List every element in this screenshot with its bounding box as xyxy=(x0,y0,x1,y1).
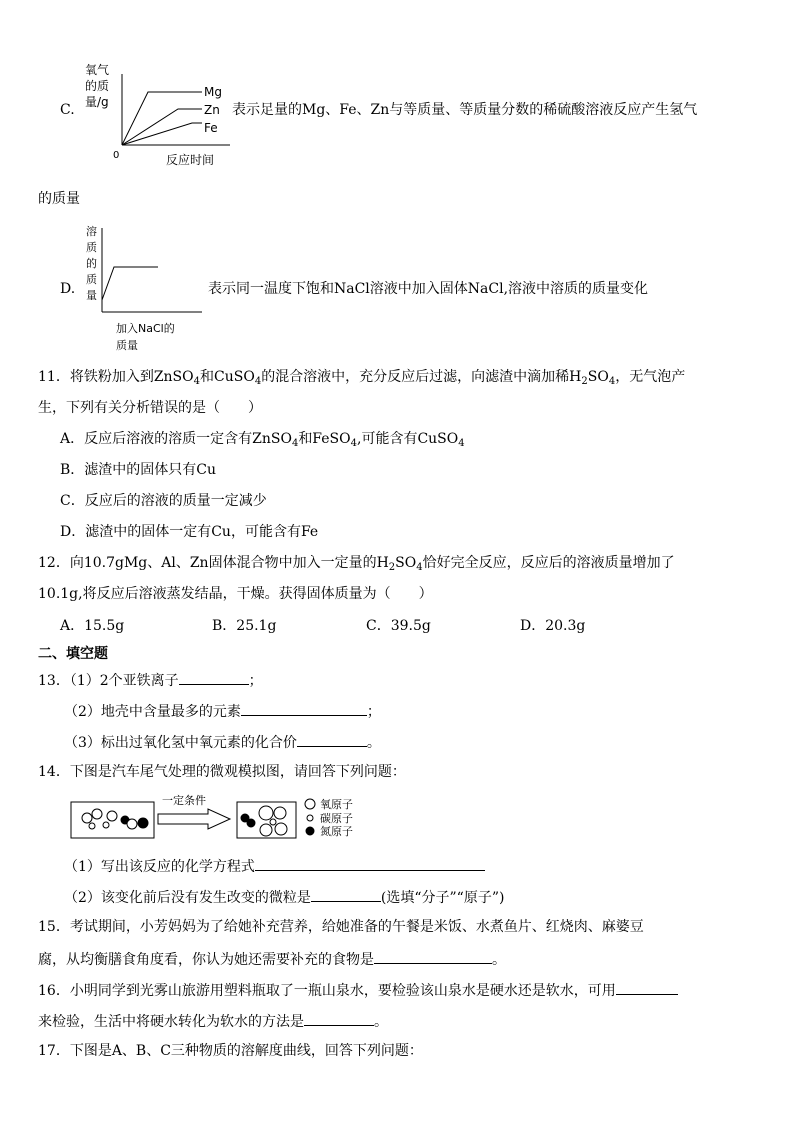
q14-blank-2[interactable] xyxy=(311,887,381,902)
q14-blank-1[interactable] xyxy=(255,856,485,871)
q11-option-b: B．滤渣中的固体只有Cu xyxy=(60,462,217,478)
graph-c-ylabel-2: 的质 xyxy=(85,79,110,93)
q12-option-d: D．20.3g xyxy=(520,618,586,634)
q11-line2: 生，下列有关分析错误的是（ ） xyxy=(38,400,262,416)
graph-c-series-mg: Mg xyxy=(204,85,222,99)
graph-d-ylabel-2: 质 xyxy=(86,241,97,254)
q13-blank-2[interactable] xyxy=(241,701,367,716)
q11-option-a: A．反应后溶液的溶质一定含有ZnSO$_4$和FeSO$_4$,可能含有CuSO$_4$ xyxy=(60,431,465,449)
q16-blank-1[interactable] xyxy=(616,980,678,995)
q14-arrow-label: 一定条件 xyxy=(162,794,206,807)
q13-part3: （3）标出过氧化氢中氧元素的化合价 。 xyxy=(64,732,381,752)
q11-option-c: C．反应后的溶液的质量一定减少 xyxy=(60,493,267,509)
q16-line2: 来检验，生活中将硬水转化为软水的方法是 。 xyxy=(38,1011,388,1031)
q13-part2: （2）地壳中含量最多的元素 ； xyxy=(64,701,381,721)
q13-blank-1[interactable] xyxy=(179,670,249,685)
graph-c-ylabel-3: 量/g xyxy=(85,95,109,109)
graph-c-xlabel: 反应时间 xyxy=(166,153,215,167)
graph-c-series-zn: Zn xyxy=(204,103,220,117)
q15-line1: 15．考试期间，小芳妈妈为了给她补充营养，给她准备的午餐是米饭、水煮鱼片、红烧肉、麻婆豆 xyxy=(38,919,644,935)
q14-legend-carbon-icon xyxy=(307,815,313,821)
q12-option-a: A．15.5g xyxy=(60,618,125,634)
q12-line1: 12．向10.7gMg、Al、Zn固体混合物中加入一定量的$H_2SO_4$恰好完全反应，反应后的溶液质量增加了 xyxy=(38,555,675,573)
q15-line2: 腐，从均衡膳食角度看，你认为她还需要补充的食物是 。 xyxy=(38,949,506,969)
graph-c-origin: 0 xyxy=(113,150,120,161)
graph-d-xlabel-2: 质量 xyxy=(116,339,138,352)
q12-option-c: C．39.5g xyxy=(366,618,431,634)
option-d-letter: D. xyxy=(60,281,76,297)
graph-d-xlabel-1: 加入NaCl的 xyxy=(116,322,175,335)
q17-line1: 17．下图是A、B、C三种物质的溶解度曲线，回答下列问题： xyxy=(38,1043,423,1059)
q16-blank-2[interactable] xyxy=(304,1011,374,1026)
graph-d-ylabel-4: 质 xyxy=(86,273,97,286)
graph-d-ylabel-5: 量 xyxy=(86,289,97,302)
q16-line1: 16．小明同学到光雾山旅游用塑料瓶取了一瓶山泉水，要检验该山泉水是硬水还是软水，可用 xyxy=(38,980,678,1000)
graph-c-hydrogen-mass xyxy=(80,56,230,171)
q14-legend-oxygen: 氧原子 xyxy=(320,798,353,811)
q14-arrow xyxy=(158,809,230,829)
graph-d-ylabel-3: 的 xyxy=(86,257,97,270)
q14-part1: （1）写出该反应的化学方程式 xyxy=(64,856,485,876)
q12-line2: 10.1g,将反应后溶液蒸发结晶，干燥。获得固体质量为（ ） xyxy=(38,586,433,602)
q11-line1: 11．将铁粉加入到ZnSO$_4$和CuSO$_4$的混合溶液中，充分反应后过滤，向滤渣中滴加稀$H_2SO_4$，无气泡产 xyxy=(38,369,686,387)
graph-d-solute-mass xyxy=(82,222,212,356)
graph-d-ylabel-1: 溶 xyxy=(86,225,97,238)
option-c-continuation: 的质量 xyxy=(38,191,80,207)
q11-option-d: D．滤渣中的固体一定有Cu，可能含有Fe xyxy=(60,524,319,540)
q13-part1: 13．（1）2个亚铁离子 ； xyxy=(38,670,263,690)
graph-c-line-zn xyxy=(122,109,202,145)
q14-legend-oxygen-icon xyxy=(305,799,315,809)
graph-c-line-fe xyxy=(122,123,202,145)
graph-d-line xyxy=(102,267,158,300)
q14-intro: 14．下图是汽车尾气处理的微观模拟图，请回答下列问题： xyxy=(38,764,406,780)
q15-blank[interactable] xyxy=(374,949,492,964)
q14-legend-nitrogen-icon xyxy=(306,827,314,835)
q14-legend-nitrogen: 氮原子 xyxy=(320,825,353,838)
option-d-text: 表示同一温度下饱和NaCl溶液中加入固体NaCl,溶液中溶质的质量变化 xyxy=(208,281,649,297)
option-c-text: 表示足量的Mg、Fe、Zn与等质量、等质量分数的稀硫酸溶液反应产生氢气 xyxy=(232,102,698,118)
q13-blank-3[interactable] xyxy=(297,732,367,747)
graph-c-ylabel-1: 氧气 xyxy=(85,63,110,77)
section-2-title: 二、填空题 xyxy=(38,646,108,662)
q14-micro-diagram xyxy=(70,792,370,842)
q14-part2: （2）该变化前后没有发生改变的微粒是 (选填“分子”“原子”) xyxy=(64,887,504,907)
option-c-letter: C. xyxy=(60,102,75,118)
graph-c-series-fe: Fe xyxy=(204,121,218,135)
q14-legend-carbon: 碳原子 xyxy=(320,812,353,825)
q12-option-b: B．25.1g xyxy=(212,618,277,634)
